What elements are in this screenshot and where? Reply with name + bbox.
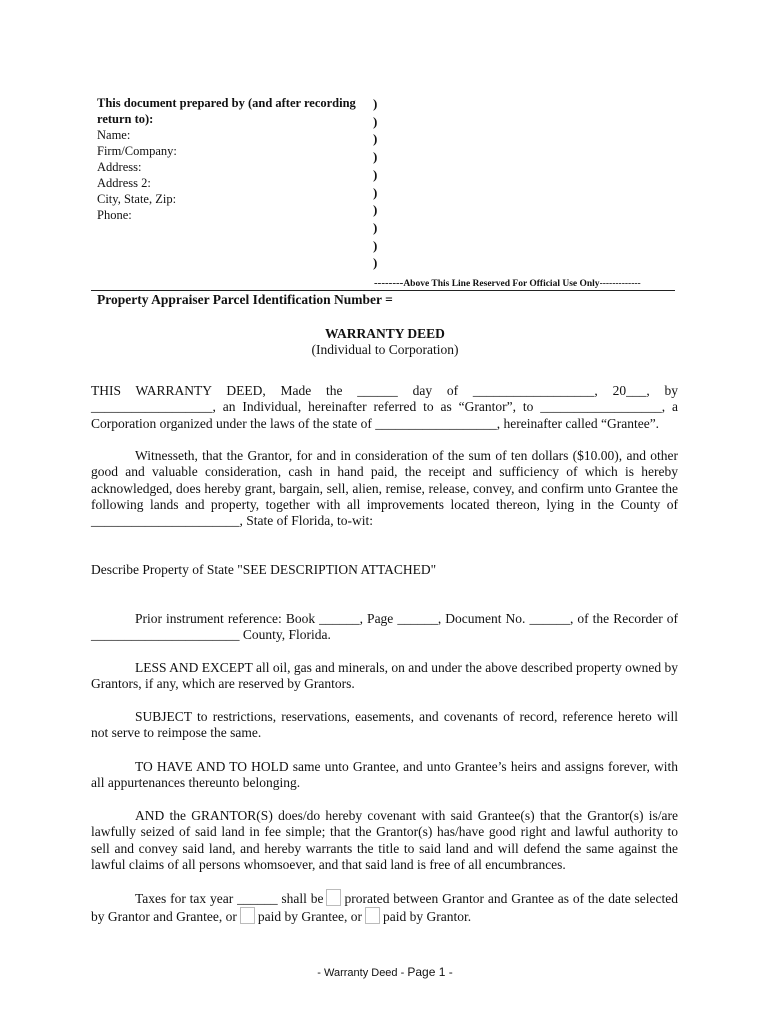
parcel-id-label: Property Appraiser Parcel Identification Number = — [97, 292, 393, 307]
bracket: ) — [373, 184, 378, 200]
covenant-paragraph: AND the GRANTOR(S) does/do hereby covenant with said Grantee(s) that the Grantor(s) is/are lawfully seized of said land in fee simple; that the Grantor(s) has/have good right and lawful authority to sell and convey said land, and hereby warrants the title to said land and will defend the same against the lawful claims of all persons whomsoever, and that said land is free of all encumbrances. — [91, 808, 678, 872]
dashes-left: -------- — [374, 277, 404, 289]
bracket: ) — [373, 149, 378, 165]
prior-instrument-paragraph: Prior instrument reference: Book ______, Page ______, Document No. ______, of the Recorder of ______________________ County, Florida. — [91, 611, 678, 643]
firm-label: Firm/Company: — [97, 144, 177, 158]
dashes-right: ------------- — [599, 279, 641, 289]
page-footer — [0, 965, 770, 979]
phone-label: Phone: — [97, 208, 132, 222]
bracket: ) — [373, 131, 378, 147]
official-use-line — [374, 277, 641, 289]
document-title: WARRANTY DEED — [325, 326, 445, 341]
paid-by-grantor-checkbox[interactable] — [365, 907, 380, 924]
taxes-text-3: paid by Grantee, or — [257, 909, 363, 925]
taxes-text-4: paid by Grantor. — [383, 909, 472, 925]
bracket: ) — [373, 237, 378, 253]
subject-to-paragraph: SUBJECT to restrictions, reservations, easements, and covenants of record, reference hereto will not serve to reimpose the same. — [91, 709, 678, 741]
less-and-except-paragraph: LESS AND EXCEPT all oil, gas and minerals, on and under the above described property owned by Grantors, if any, which are reserved by Grantors. — [91, 660, 678, 692]
document-subtitle: (Individual to Corporation) — [311, 342, 459, 357]
prorated-checkbox[interactable] — [326, 889, 341, 906]
intro-paragraph: THIS WARRANTY DEED, Made the ______ day of __________________, 20___, by __________________, an Individual, hereinafter referred to as “Grantor”, to __________________, a Corporation organized under the laws of the state of __________________, hereinafter called “Grantee”. — [91, 383, 678, 431]
bracket: ) — [373, 96, 378, 111]
prepared-by-heading: This document prepared by (and after recording — [97, 96, 356, 110]
taxes-text-2: prorated between Grantor and Grantee as of the date selected by Grantor and Grantee, or — [91, 891, 679, 925]
describe-property-line: Describe Property of State "SEE DESCRIPTION ATTACHED" — [91, 562, 437, 577]
bracket: ) — [373, 166, 378, 182]
taxes-paragraph — [91, 889, 678, 926]
prepared-by-block — [97, 95, 367, 223]
footer-title: - Warranty Deed - — [317, 967, 405, 979]
taxes-text-1: Taxes for tax year ______ shall be — [135, 891, 324, 906]
address-label: Address: — [97, 160, 142, 174]
prepared-by-heading-cont: return to): — [97, 112, 154, 126]
bracket-column — [373, 95, 377, 272]
official-use-rule — [91, 290, 675, 291]
official-use-text: Above This Line Reserved For Official Use Only — [403, 279, 600, 289]
city-state-zip-label: City, State, Zip: — [97, 192, 177, 206]
bracket: ) — [373, 219, 378, 235]
bracket: ) — [373, 202, 378, 218]
bracket: ) — [373, 255, 378, 271]
witnesseth-paragraph: Witnesseth, that the Grantor, for and in consideration of the sum of ten dollars ($10.00), and other good and valuable consideration, cash in hand paid, the receipt and sufficiency of which is hereby acknowledged, does hereby grant, bargain, sell, alien, remise, release, convey, and confirm unto Grantee the following lands and property, together with all improvements located thereon, lying in the County of ______________________, State of Florida, to-wit: — [91, 448, 678, 529]
to-have-and-hold-paragraph: TO HAVE AND TO HOLD same unto Grantee, and unto Grantee’s heirs and assigns forever, with all appurtenances thereunto belonging. — [91, 759, 678, 791]
address2-label: Address 2: — [97, 176, 151, 190]
footer-page-number: Page 1 - — [407, 965, 453, 979]
bracket: ) — [373, 113, 378, 129]
paid-by-grantee-checkbox[interactable] — [240, 907, 255, 924]
name-label: Name: — [97, 128, 131, 142]
